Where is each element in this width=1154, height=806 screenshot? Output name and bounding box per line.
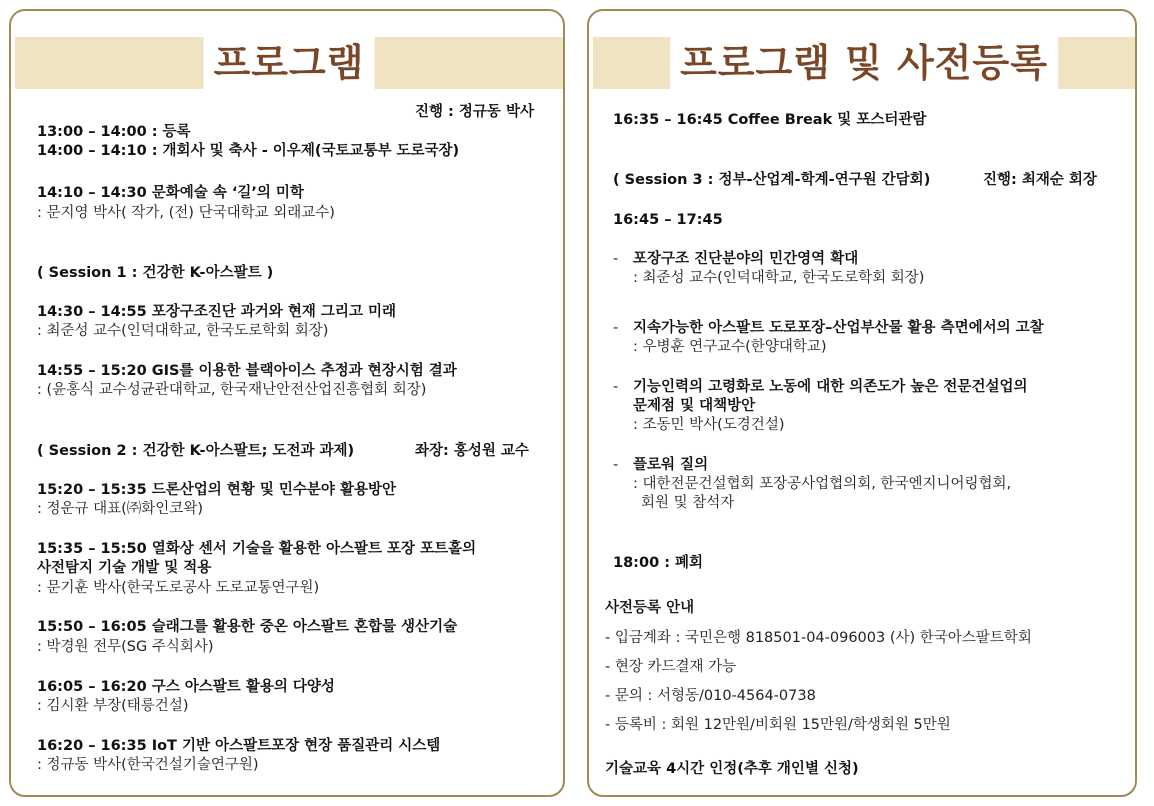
registration-card: - 현장 카드결재 가능: [605, 659, 737, 675]
schedule-registration: 13:00 – 14:00 : 등록: [37, 124, 191, 140]
list-dash: -: [613, 379, 619, 395]
talk-title: 15:35 – 15:50 열화상 센서 기술을 활용한 아스팔트 포장 포트홀의: [37, 541, 477, 557]
left-title-banner: [15, 37, 563, 89]
talk-title-continued: 사전탐지 기술 개발 및 적용: [37, 560, 212, 576]
closing: 18:00 : 폐회: [613, 555, 704, 571]
session-chair: 좌장: 홍성원 교수: [415, 443, 529, 459]
list-dash: -: [613, 251, 619, 267]
discussion-topic: 지속가능한 아스팔트 도로포장–산업부산물 활용 측면에서의 고찰: [633, 320, 1044, 336]
moderator-label: 진행 : 정규동 박사: [415, 104, 534, 120]
registration-account: - 입금계좌 : 국민은행 818501-04-096003 (사) 한국아스팔트학회: [605, 630, 1032, 646]
left-program-panel: [9, 9, 565, 797]
talk-speaker: : 최준성 교수(인덕대학교, 한국도로학회 회장): [37, 323, 329, 339]
talk-speaker: : 박경원 전무(SG 주식회사): [37, 639, 214, 655]
discussion-topic: 기능인력의 고령화로 노동에 대한 의존도가 높은 전문건설업의: [633, 379, 1028, 395]
talk-speaker: : 정규동 박사(한국건설기술연구원): [37, 757, 259, 773]
talk-speaker: : 문지영 박사( 작가, (전) 단국대학교 외래교수): [37, 205, 335, 221]
talk-speaker: : 김시환 부장(태릉건설): [37, 698, 189, 714]
session-heading: ( Session 2 : 건강한 K-아스팔트; 도전과 과제): [37, 443, 355, 459]
registration-contact: - 문의 : 서형동/010-4564-0738: [605, 688, 816, 704]
session-heading: ( Session 1 : 건강한 K-아스팔트 ): [37, 265, 274, 281]
talk-speaker: : (윤홍식 교수성균관대학교, 한국재난안전산업진흥협회 회장): [37, 382, 427, 398]
talk-title: 15:20 – 15:35 드론산업의 현황 및 민수분야 활용방안: [37, 482, 397, 498]
talk-title: 14:10 – 14:30 문화예술 속 ‘길’의 미학: [37, 185, 304, 201]
discussion-topic: 포장구조 진단분야의 민간영역 확대: [633, 251, 859, 267]
session-heading: ( Session 3 : 정부-산업계-학계-연구원 간담회): [613, 172, 931, 188]
discussion-speaker: : 최준성 교수(인덕대학교, 한국도로학회 회장): [633, 270, 925, 286]
right-program-panel: [587, 9, 1137, 797]
right-title-banner: [593, 37, 1135, 89]
talk-speaker: : 정운규 대표(㈜화인코왁): [37, 501, 203, 517]
talk-title: 16:20 – 16:35 IoT 기반 아스팔트포장 현장 품질관리 시스템: [37, 738, 441, 754]
session-moderator: 진행: 최재순 회장: [983, 172, 1097, 188]
talk-title: 14:55 – 15:20 GIS를 이용한 블랙아이스 추정과 현장시험 결과: [37, 363, 457, 379]
discussion-speaker: : 우병훈 연구교수(한양대학교): [633, 339, 827, 355]
talk-title: 16:05 – 16:20 구스 아스팔트 활용의 다양성: [37, 679, 335, 695]
talk-title: 14:30 – 14:55 포장구조진단 과거와 현재 그리고 미래: [37, 304, 397, 320]
list-dash: -: [613, 320, 619, 336]
discussion-participants-continued: 회원 및 참석자: [641, 495, 735, 511]
left-panel-title: 프로그램: [204, 37, 375, 89]
right-panel-title: 프로그램 및 사전등록: [670, 37, 1058, 89]
talk-title: 15:50 – 16:05 슬래그를 활용한 중온 아스팔트 혼합물 생산기술: [37, 619, 458, 635]
list-dash: -: [613, 457, 619, 473]
discussion-topic: 플로워 질의: [633, 457, 709, 473]
session-time: 16:45 – 17:45: [613, 212, 723, 228]
discussion-topic-continued: 문제점 및 대책방안: [633, 398, 756, 414]
education-credit: 기술교육 4시간 인정(추후 개인별 신청): [605, 761, 859, 777]
coffee-break: 16:35 – 16:45 Coffee Break 및 포스터관람: [613, 112, 927, 128]
registration-heading: 사전등록 안내: [605, 600, 695, 616]
talk-speaker: : 문기훈 박사(한국도로공사 도로교통연구원): [37, 580, 320, 596]
schedule-opening: 14:00 – 14:10 : 개회사 및 축사 - 이우제(국토교통부 도로국장): [37, 143, 460, 159]
discussion-speaker: : 조동민 박사(도경건설): [633, 417, 785, 433]
discussion-participants: : 대한전문건설협회 포장공사업협의회, 한국엔지니어링협회,: [633, 476, 1012, 492]
registration-fee: - 등록비 : 회원 12만원/비회원 15만원/학생회원 5만원: [605, 717, 951, 733]
